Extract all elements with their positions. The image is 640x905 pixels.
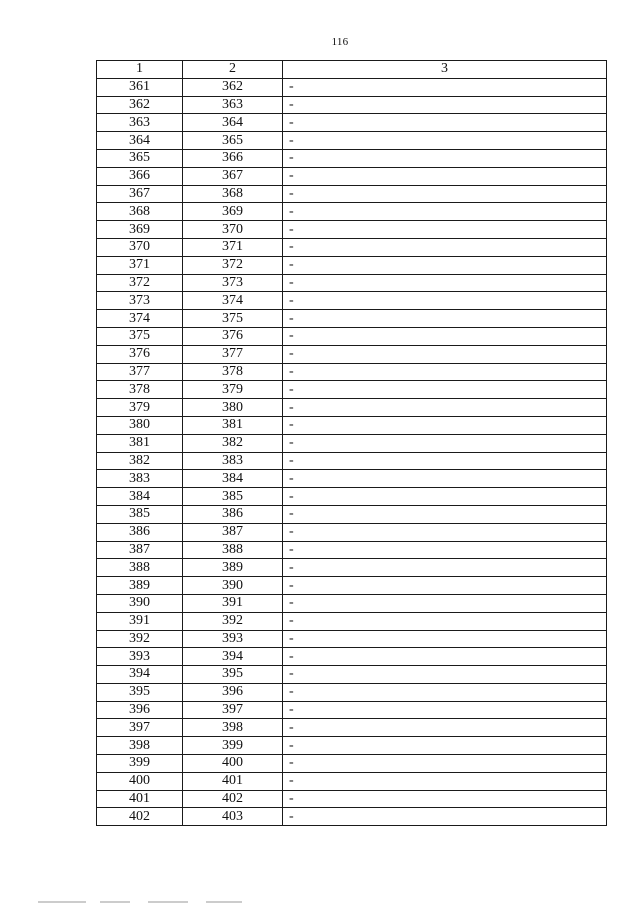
table-row [97, 701, 607, 719]
table-cell-col-3: - [283, 149, 607, 167]
table-cell-col-2: 373 [183, 274, 283, 292]
table-row [97, 274, 607, 292]
table-cell-col-1: 365 [97, 149, 183, 167]
table-cell-col-3: - [283, 345, 607, 363]
table-cell-col-2: 362 [183, 78, 283, 96]
table-cell-col-1: 397 [97, 719, 183, 737]
table-row [97, 755, 607, 773]
table-cell-col-3: - [283, 381, 607, 399]
table-cell-col-2: 400 [183, 755, 283, 773]
table-cell-col-1: 369 [97, 221, 183, 239]
table-cell-col-2: 401 [183, 772, 283, 790]
table-row [97, 577, 607, 595]
table-row [97, 808, 607, 826]
table-row [97, 167, 607, 185]
table-row [97, 541, 607, 559]
table-row [97, 505, 607, 523]
table-cell-col-3: - [283, 96, 607, 114]
table-cell-col-1: 380 [97, 416, 183, 434]
table-row [97, 310, 607, 328]
table-cell-col-3: - [283, 559, 607, 577]
bottom-edge-scan-artifact [38, 898, 278, 905]
table-cell-col-1: 391 [97, 612, 183, 630]
table-cell-col-2: 371 [183, 238, 283, 256]
table-row [97, 470, 607, 488]
table-cell-col-2: 386 [183, 505, 283, 523]
table-body [97, 78, 607, 825]
table-cell-col-1: 377 [97, 363, 183, 381]
table-cell-col-1: 388 [97, 559, 183, 577]
table-cell-col-1: 395 [97, 683, 183, 701]
table-cell-col-2: 363 [183, 96, 283, 114]
table-cell-col-2: 381 [183, 416, 283, 434]
table-cell-col-1: 366 [97, 167, 183, 185]
table-cell-col-2: 396 [183, 683, 283, 701]
table-header [97, 61, 607, 79]
table-row [97, 523, 607, 541]
column-header-1: 1 [97, 61, 183, 79]
column-header-2: 2 [183, 61, 283, 79]
table-cell-col-3: - [283, 488, 607, 506]
table-cell-col-2: 365 [183, 132, 283, 150]
table-cell-col-1: 400 [97, 772, 183, 790]
table-cell-col-2: 369 [183, 203, 283, 221]
table-cell-col-1: 383 [97, 470, 183, 488]
table-cell-col-3: - [283, 505, 607, 523]
page-number: 116 [331, 36, 349, 48]
table-row [97, 737, 607, 755]
table-cell-col-1: 361 [97, 78, 183, 96]
table-cell-col-3: - [283, 274, 607, 292]
table-cell-col-1: 385 [97, 505, 183, 523]
table-row [97, 772, 607, 790]
table-row [97, 648, 607, 666]
table-cell-col-1: 363 [97, 114, 183, 132]
table-cell-col-2: 370 [183, 221, 283, 239]
column-header-3: 3 [283, 61, 607, 79]
table-row [97, 416, 607, 434]
table-cell-col-3: - [283, 719, 607, 737]
table-cell-col-1: 367 [97, 185, 183, 203]
table-cell-col-2: 388 [183, 541, 283, 559]
table-cell-col-2: 367 [183, 167, 283, 185]
table-cell-col-3: - [283, 292, 607, 310]
table-cell-col-3: - [283, 114, 607, 132]
table-cell-col-1: 376 [97, 345, 183, 363]
table-cell-col-1: 402 [97, 808, 183, 826]
table-cell-col-1: 368 [97, 203, 183, 221]
table-header-row [97, 61, 607, 79]
table-row [97, 683, 607, 701]
table-cell-col-3: - [283, 790, 607, 808]
table-row [97, 96, 607, 114]
table-cell-col-3: - [283, 737, 607, 755]
table-cell-col-2: 382 [183, 434, 283, 452]
table-row [97, 666, 607, 684]
table-cell-col-1: 392 [97, 630, 183, 648]
table-cell-col-3: - [283, 363, 607, 381]
table-cell-col-1: 396 [97, 701, 183, 719]
table-row [97, 399, 607, 417]
table-cell-col-3: - [283, 399, 607, 417]
table-cell-col-3: - [283, 256, 607, 274]
table-cell-col-3: - [283, 434, 607, 452]
table-cell-col-3: - [283, 203, 607, 221]
table-row [97, 203, 607, 221]
table-cell-col-2: 399 [183, 737, 283, 755]
table-cell-col-2: 380 [183, 399, 283, 417]
table-cell-col-3: - [283, 452, 607, 470]
table-row [97, 381, 607, 399]
table-cell-col-2: 368 [183, 185, 283, 203]
table-row [97, 630, 607, 648]
table-cell-col-2: 374 [183, 292, 283, 310]
table-cell-col-2: 376 [183, 327, 283, 345]
table-cell-col-3: - [283, 416, 607, 434]
table-cell-col-2: 378 [183, 363, 283, 381]
table-row [97, 78, 607, 96]
data-table [96, 60, 607, 826]
table-row [97, 719, 607, 737]
table-cell-col-3: - [283, 808, 607, 826]
table-cell-col-1: 399 [97, 755, 183, 773]
table-cell-col-2: 372 [183, 256, 283, 274]
table-cell-col-2: 390 [183, 577, 283, 595]
table-row [97, 434, 607, 452]
table-row [97, 452, 607, 470]
table-cell-col-2: 391 [183, 594, 283, 612]
table-cell-col-3: - [283, 666, 607, 684]
table-cell-col-3: - [283, 327, 607, 345]
table-cell-col-1: 398 [97, 737, 183, 755]
table-cell-col-2: 387 [183, 523, 283, 541]
table-cell-col-1: 364 [97, 132, 183, 150]
table-cell-col-3: - [283, 630, 607, 648]
table-row [97, 327, 607, 345]
table-row [97, 790, 607, 808]
table-row [97, 238, 607, 256]
table-cell-col-1: 379 [97, 399, 183, 417]
table-cell-col-2: 394 [183, 648, 283, 666]
table-cell-col-3: - [283, 772, 607, 790]
table-row [97, 114, 607, 132]
table-row [97, 363, 607, 381]
table-cell-col-1: 373 [97, 292, 183, 310]
table-cell-col-2: 403 [183, 808, 283, 826]
table-cell-col-1: 378 [97, 381, 183, 399]
table-row [97, 221, 607, 239]
table-row [97, 488, 607, 506]
table-cell-col-3: - [283, 132, 607, 150]
table-cell-col-2: 398 [183, 719, 283, 737]
table-cell-col-3: - [283, 221, 607, 239]
table-cell-col-3: - [283, 683, 607, 701]
table-row [97, 132, 607, 150]
table-cell-col-2: 397 [183, 701, 283, 719]
table-cell-col-1: 374 [97, 310, 183, 328]
table-cell-col-1: 401 [97, 790, 183, 808]
table-row [97, 149, 607, 167]
table-row [97, 256, 607, 274]
table-cell-col-1: 362 [97, 96, 183, 114]
table-cell-col-3: - [283, 541, 607, 559]
table-row [97, 345, 607, 363]
table-cell-col-3: - [283, 310, 607, 328]
table-cell-col-2: 395 [183, 666, 283, 684]
table-cell-col-2: 385 [183, 488, 283, 506]
table-cell-col-2: 384 [183, 470, 283, 488]
table-row [97, 185, 607, 203]
table-cell-col-3: - [283, 470, 607, 488]
table-cell-col-1: 381 [97, 434, 183, 452]
table-cell-col-2: 366 [183, 149, 283, 167]
table-cell-col-1: 382 [97, 452, 183, 470]
table-cell-col-3: - [283, 755, 607, 773]
table-cell-col-1: 371 [97, 256, 183, 274]
table-cell-col-3: - [283, 238, 607, 256]
table-cell-col-3: - [283, 612, 607, 630]
table-cell-col-2: 392 [183, 612, 283, 630]
table-cell-col-3: - [283, 594, 607, 612]
data-table-container [96, 60, 606, 826]
table-cell-col-3: - [283, 577, 607, 595]
table-cell-col-3: - [283, 185, 607, 203]
table-cell-col-1: 389 [97, 577, 183, 595]
table-cell-col-3: - [283, 78, 607, 96]
table-cell-col-1: 384 [97, 488, 183, 506]
table-cell-col-3: - [283, 167, 607, 185]
table-cell-col-1: 372 [97, 274, 183, 292]
table-cell-col-1: 370 [97, 238, 183, 256]
table-cell-col-1: 394 [97, 666, 183, 684]
table-cell-col-1: 375 [97, 327, 183, 345]
table-cell-col-1: 390 [97, 594, 183, 612]
table-cell-col-3: - [283, 648, 607, 666]
table-cell-col-2: 364 [183, 114, 283, 132]
table-row [97, 292, 607, 310]
table-row [97, 594, 607, 612]
table-cell-col-1: 393 [97, 648, 183, 666]
table-cell-col-2: 383 [183, 452, 283, 470]
table-cell-col-1: 386 [97, 523, 183, 541]
table-cell-col-2: 379 [183, 381, 283, 399]
table-cell-col-2: 389 [183, 559, 283, 577]
table-cell-col-2: 375 [183, 310, 283, 328]
table-cell-col-3: - [283, 523, 607, 541]
table-cell-col-2: 393 [183, 630, 283, 648]
table-cell-col-2: 377 [183, 345, 283, 363]
table-cell-col-3: - [283, 701, 607, 719]
table-row [97, 559, 607, 577]
table-row [97, 612, 607, 630]
table-cell-col-2: 402 [183, 790, 283, 808]
table-cell-col-1: 387 [97, 541, 183, 559]
